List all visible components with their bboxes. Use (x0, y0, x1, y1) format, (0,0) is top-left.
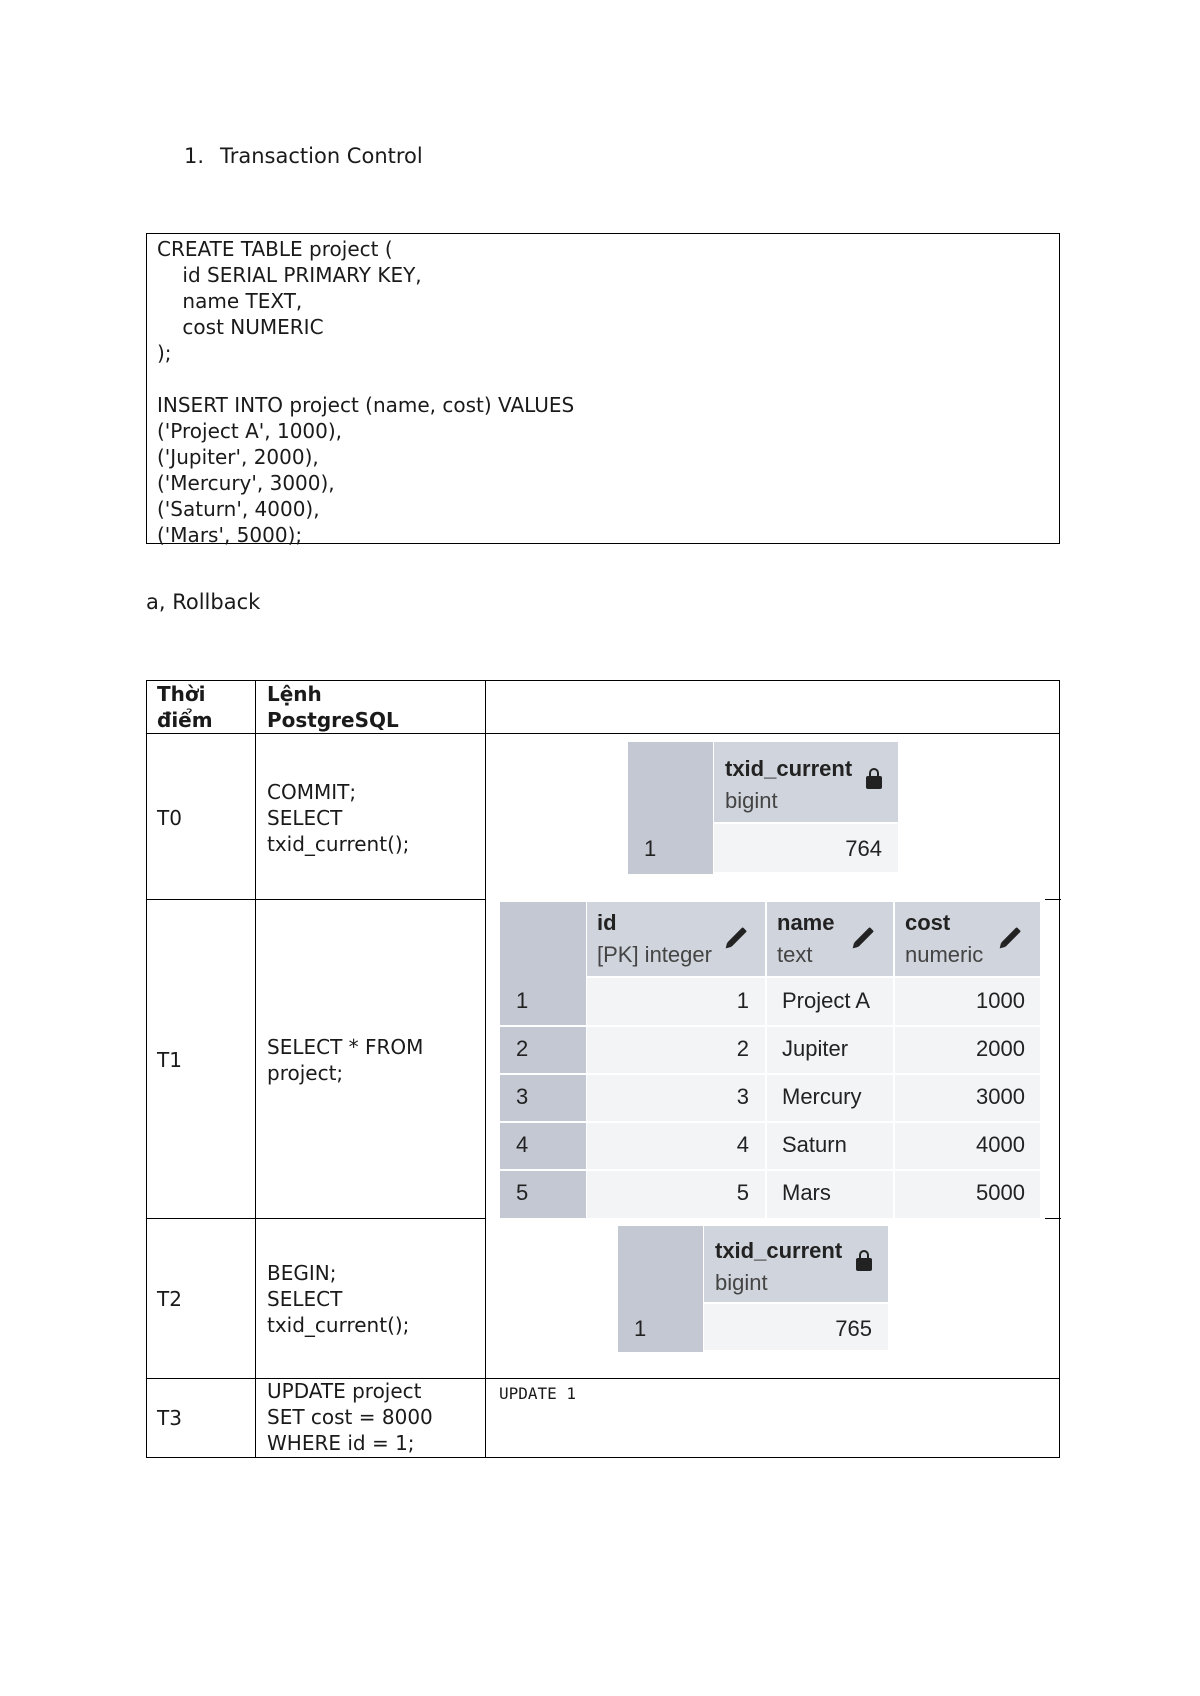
row-command-t2: BEGIN; SELECT txid_current(); (267, 1261, 410, 1337)
row-time-t2: T2 (157, 1287, 182, 1311)
cell-cost: 5000 (976, 1180, 1025, 1205)
lock-icon (856, 1258, 872, 1271)
section-heading (184, 144, 423, 168)
cell-name: Saturn (782, 1132, 847, 1157)
row-number: 1 (516, 988, 529, 1013)
txid-result-t2 (618, 1226, 888, 1352)
row-divider (147, 733, 1059, 734)
cell-name: Project A (782, 988, 871, 1013)
row-command-t1: SELECT * FROM project; (267, 1035, 424, 1085)
column-id: id (597, 910, 617, 935)
column-cost: cost (905, 910, 951, 935)
cell-cost: 1000 (976, 988, 1025, 1013)
column-txid-current: txid_current (715, 1238, 843, 1263)
column-name: name (777, 910, 835, 935)
column-txid-current: txid_current (725, 756, 853, 781)
header-command: Lệnh PostgreSQL (267, 682, 399, 732)
row-divider (147, 1218, 485, 1219)
cell-name: Mars (782, 1180, 831, 1205)
cell-id: 4 (736, 1132, 749, 1157)
row-command-t0: COMMIT; SELECT txid_current(); (267, 780, 410, 856)
row-number: 4 (516, 1132, 529, 1157)
row-divider (1045, 1218, 1061, 1219)
update-result: UPDATE 1 (499, 1384, 577, 1403)
subheading-rollback: a, Rollback (146, 590, 261, 614)
header-time: Thời điểm (157, 682, 213, 732)
cell-name: Mercury (782, 1084, 862, 1109)
heading-number: 1. (184, 144, 205, 168)
row-number: 1 (634, 1316, 647, 1341)
col-divider (255, 681, 256, 1457)
cell-name: Jupiter (782, 1036, 849, 1061)
row-number: 2 (516, 1036, 529, 1061)
heading-title: Transaction Control (220, 144, 423, 168)
row-time-t0: T0 (157, 806, 182, 830)
txid-result-t0 (628, 742, 898, 874)
cell-id: 3 (736, 1084, 749, 1109)
cell-cost: 3000 (976, 1084, 1025, 1109)
txid-value: 764 (845, 836, 882, 861)
column-type: bigint (715, 1270, 768, 1295)
row-divider (1045, 899, 1061, 900)
cell-id: 2 (736, 1036, 749, 1061)
row-command-t3: UPDATE project SET cost = 8000 WHERE id = 1; (267, 1379, 433, 1455)
project-result-t1 (500, 902, 1040, 1218)
column-id-type: [PK] integer (597, 942, 712, 967)
sql-code-block: CREATE TABLE project ( id SERIAL PRIMARY KEY, name TEXT, cost NUMERIC ); INSERT INTO project (name, cost) VALUES ('Project A', 1000), ('Jupiter', 2000), ('Mercury', 3000), ('Saturn', 4000), ('Mars', 5000); (146, 233, 1060, 544)
cell-cost: 2000 (976, 1036, 1025, 1061)
column-type: bigint (725, 788, 778, 813)
row-number: 5 (516, 1180, 529, 1205)
row-number: 1 (644, 836, 657, 861)
row-time-t3: T3 (157, 1406, 182, 1430)
row-time-t1: T1 (157, 1048, 182, 1072)
row-number: 3 (516, 1084, 529, 1109)
column-cost-type: numeric (905, 942, 984, 967)
lock-icon (866, 776, 882, 789)
cell-id: 5 (736, 1180, 749, 1205)
cell-id: 1 (736, 988, 749, 1013)
col-divider (485, 681, 486, 1457)
txid-value: 765 (835, 1316, 872, 1341)
cell-cost: 4000 (976, 1132, 1025, 1157)
row-divider (147, 899, 485, 900)
column-name-type: text (777, 942, 813, 967)
